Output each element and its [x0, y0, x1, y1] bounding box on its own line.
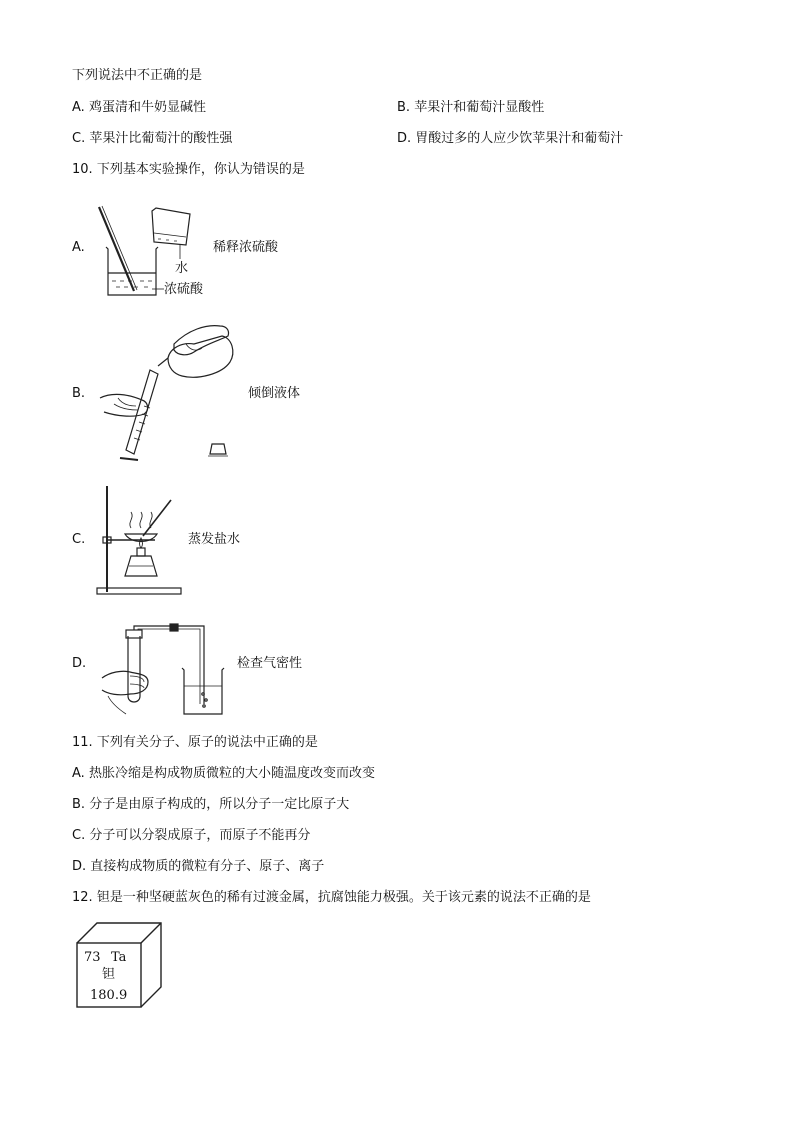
- q10-prompt: [72, 162, 305, 178]
- caption-evaporate: 蒸发盐水: [188, 532, 241, 547]
- option-text: 分子可以分裂成原子，而原子不能再分: [89, 828, 311, 843]
- element-symbol: Ta: [111, 950, 127, 965]
- option-letter: B.: [72, 797, 86, 812]
- option-letter: A.: [72, 766, 85, 781]
- q11-prompt: [72, 735, 318, 751]
- element-mass: 180.9: [90, 988, 128, 1003]
- option-letter: A.: [72, 100, 85, 115]
- q11-option-b[interactable]: [72, 797, 349, 813]
- option-text: 苹果汁和葡萄汁显酸性: [414, 100, 545, 115]
- question-text: 下列基本实验操作，你认为错误的是: [96, 162, 305, 177]
- option-text: 鸡蛋清和牛奶显碱性: [88, 100, 206, 115]
- option-text: 苹果汁比葡萄汁的酸性强: [89, 131, 233, 146]
- q10-option-b-letter[interactable]: B.: [72, 386, 86, 401]
- q10-option-a-letter[interactable]: A.: [72, 240, 85, 255]
- q9-option-d[interactable]: [397, 131, 623, 147]
- airtightness-illustration: [100, 624, 224, 720]
- label-conc-acid: 浓硫酸: [164, 282, 204, 297]
- option-letter: B.: [397, 100, 411, 115]
- element-name: 钽: [102, 967, 116, 982]
- q10-option-c-letter[interactable]: C.: [72, 532, 86, 547]
- pour-liquid-illustration: [98, 322, 238, 462]
- element-atomic-number: 73: [84, 950, 101, 965]
- q9-prompt: 下列说法中不正确的是: [72, 68, 203, 83]
- question-number: 10.: [72, 162, 93, 177]
- caption-dilute-acid: 稀释浓硫酸: [213, 240, 279, 255]
- question-text: 钽是一种坚硬蓝灰色的稀有过渡金属，抗腐蚀能力极强。关于该元素的说法不正确的是: [96, 890, 591, 905]
- question-number: 11.: [72, 735, 93, 750]
- q11-option-a[interactable]: [72, 766, 375, 782]
- caption-airtightness: 检查气密性: [237, 656, 303, 671]
- q10-option-d-letter[interactable]: D.: [72, 656, 87, 671]
- option-text: 热胀冷缩是构成物质微粒的大小随温度改变而改变: [88, 766, 375, 781]
- q11-option-c[interactable]: [72, 828, 310, 844]
- option-letter: D.: [397, 131, 412, 146]
- evaporate-salt-illustration: [95, 484, 185, 596]
- option-letter: D.: [72, 859, 87, 874]
- q9-option-b[interactable]: [397, 100, 544, 116]
- option-letter: C.: [72, 828, 86, 843]
- option-text: 直接构成物质的微粒有分子、原子、离子: [90, 859, 325, 874]
- q11-option-d[interactable]: [72, 859, 324, 875]
- label-water: 水: [175, 261, 189, 276]
- option-letter: C.: [72, 131, 86, 146]
- question-number: 12.: [72, 890, 93, 905]
- q9-option-a[interactable]: [72, 100, 206, 116]
- option-text: 胃酸过多的人应少饮苹果汁和葡萄汁: [415, 131, 624, 146]
- q12-prompt: [72, 890, 591, 906]
- option-text: 分子是由原子构成的，所以分子一定比原子大: [89, 797, 350, 812]
- caption-pour-liquid: 倾倒液体: [248, 386, 301, 401]
- q9-option-c[interactable]: [72, 131, 232, 147]
- question-text: 下列有关分子、原子的说法中正确的是: [96, 735, 318, 750]
